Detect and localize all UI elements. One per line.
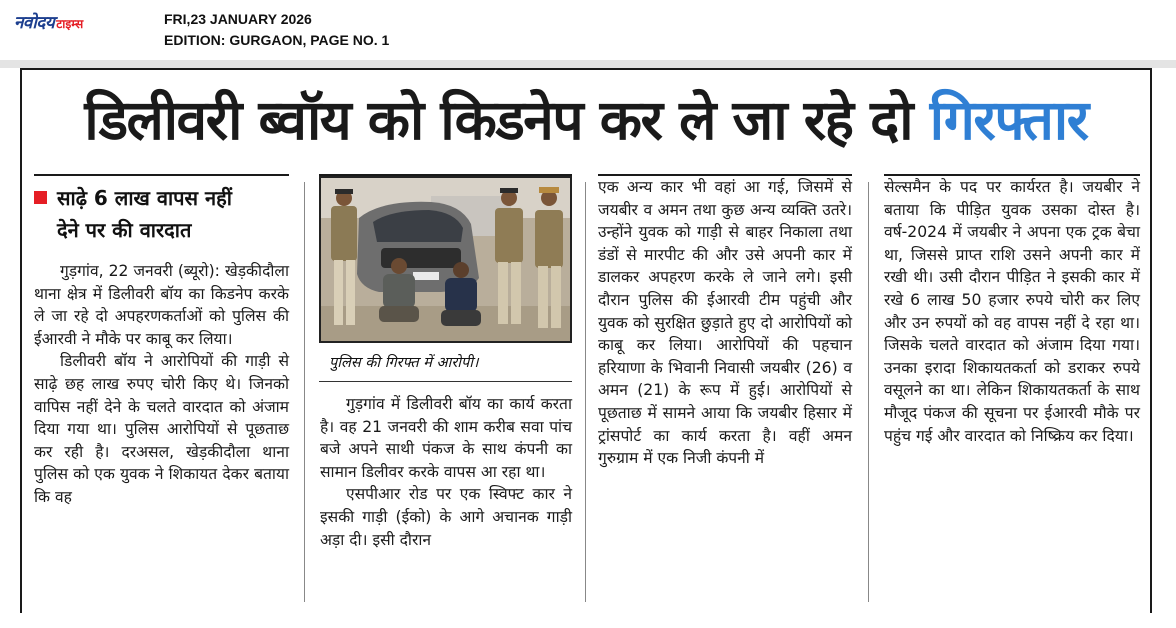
police-arrest-photo-illustration xyxy=(321,178,570,341)
column-4-paragraph-1: सेल्समैन के पद पर कार्यरत है। जयबीर ने बताया कि पीड़ित युवक उसका दोस्त है। वर्ष-2024 में जयबीर ने अपना एक ट्रक बेचा था, जिससे प्राप्त राशि उसने अपनी कार में रखी थी। उसी दौरान पीड़ित ने इसकी कार में रखे 6 लाख 50 हजार रुपये चोरी कर लिए और उन रुपयों को वह वापस नहीं दे रहा था। जिसके चलते वारदात को अंजाम दिया गया। उनका इरादा शिकायतकर्ता को डराकर रुपये वसूलने का था। लेकिन शिकायतकर्ता के साथ मौजूद पंकज की सूचना पर ईआरवी मौके पर पहुंच गई और वारदात को निष्क्रिय कर दिया। xyxy=(884,178,1140,445)
article-headline xyxy=(22,84,1150,156)
news-photo xyxy=(319,176,572,343)
article-subheading xyxy=(34,182,294,246)
headline-rule-col1 xyxy=(34,174,289,176)
article-column-2 xyxy=(320,393,572,551)
news-article xyxy=(20,68,1152,613)
subheading-line2: देने पर की वारदात xyxy=(57,218,192,242)
edition-info xyxy=(164,9,389,51)
logo-main: नवोदय xyxy=(14,13,55,33)
article-column-3 xyxy=(598,176,852,470)
newspaper-logo xyxy=(14,10,138,32)
column-3-paragraph-1: एक अन्य कार भी वहां आ गई, जिसमें से जयबीर व अमन तथा कुछ अन्य व्यक्ति उतरे। उन्होंने युवक को गाड़ी से बाहर निकाला तथा डंडों से मारपीट की और उसे अपनी कार में डालकर अपहरण करके ले जाने लगे। इसी दौरान पुलिस की ईआरवी टीम पहुंची और युवक को सुरक्षित छुड़ाते हुए दो आरोपियों को काबू कर लिया। आरोपियों की पहचान हरियाणा के भिवानी निवासी जयबीर (26) व अमन (21) के रूप में हुई। आरोपियों से पूछताछ में सामने आया कि जयबीर हिसार में ट्रांसपोर्ट का कार्य करता है। वहीं अमन गुरुग्राम में एक निजी कंपनी में xyxy=(598,178,852,468)
column-divider xyxy=(868,182,869,602)
column-2-paragraph-2: एसपीआर रोड पर एक स्विफ्ट कार ने इसकी गाड़ी (ईको) के आगे अचानक गाड़ी अड़ा दी। इसी दौरान xyxy=(320,485,572,549)
headline-highlight: गिरफ्तार xyxy=(929,88,1088,152)
column-2-paragraph-1: गुड़गांव में डिलीवरी बॉय का कार्य करता है। वह 21 जनवरी की शाम करीब सवा पांच बजे अपने साथी पंकज के साथ कंपनी का सामान डिलीवर करके वापस आ रहा था। xyxy=(320,395,572,481)
column-divider xyxy=(585,182,586,602)
column-divider xyxy=(304,182,305,602)
photo-caption: पुलिस की गिरफ्त में आरोपी। xyxy=(329,355,479,371)
caption-divider xyxy=(319,381,572,382)
publication-date: FRI,23 JANUARY 2026 xyxy=(164,11,312,27)
article-column-1 xyxy=(34,260,289,509)
logo-sub: टाइम्स xyxy=(56,17,84,31)
article-column-4 xyxy=(884,176,1140,447)
page-header xyxy=(0,0,1176,60)
column-1-paragraph-2: डिलीवरी बॉय ने आरोपियों की गाड़ी से साढ़े छह लाख रुपए चोरी किए थे। जिनको वापिस नहीं देने के चलते वारदात को अंजाम दिया गया था। पुलिस आरोपियों से पूछताछ कर रही है। दरअसल, खेड़कीदौला थाना पुलिस को एक युवक ने शिकायत देकर बताया कि वह xyxy=(34,352,289,506)
bullet-square-icon xyxy=(34,191,47,204)
header-divider xyxy=(0,60,1176,68)
column-1-paragraph-1: गुड़गांव, 22 जनवरी (ब्यूरो): खेड़कीदौला थाना क्षेत्र में डिलीवरी बॉय का किडनेप करके ले जा रहे दो अपहरणकर्ताओं को पुलिस की ईआरवी ने मौके पर काबू कर लिया। xyxy=(34,262,289,348)
headline-main: डिलीवरी ब्वॉय को किडनेप कर ले जा रहे दो xyxy=(84,88,913,152)
edition-page: EDITION: GURGAON, PAGE NO. 1 xyxy=(164,32,390,48)
subheading-line1: साढ़े 6 लाख वापस नहीं xyxy=(57,186,232,210)
